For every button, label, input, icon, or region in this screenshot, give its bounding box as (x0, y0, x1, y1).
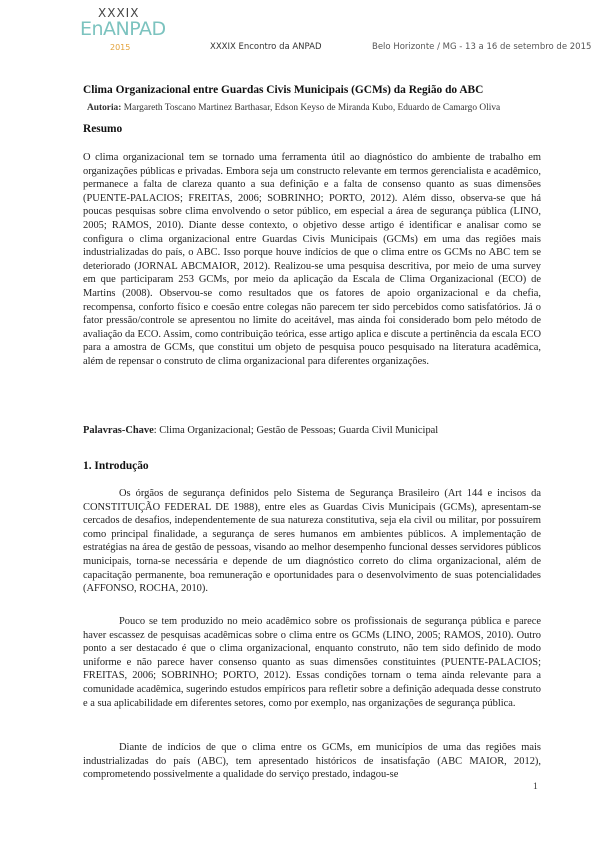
event-name: XXXIX Encontro da ANPAD (210, 42, 322, 52)
event-place-date: Belo Horizonte / MG - 13 a 16 de setembro de 2015 (372, 42, 592, 52)
paper-authors (87, 103, 547, 113)
keywords (83, 424, 541, 438)
authors-list: Margareth Toscano Martinez Barthasar, Edson Keyso de Miranda Kubo, Eduardo de Camargo Oliva (123, 103, 501, 113)
page-number: 1 (533, 782, 538, 792)
abstract-text: O clima organizacional tem se tornado uma ferramenta útil ao diagnóstico do ambiente de trabalho em organizações públicas e privadas. Embora seja um constructo relevante em termos gerencialista e acadêmico, permanece a falta de clareza quanto a sua definição e a falta de consenso quanto as suas dimensões (PUENTE-PALACIOS; FREITAS, 2006; SOBRINHO; PORTO, 2012). Além disso, observa-se que há poucas pesquisas sobre clima envolvendo o setor público, em especial a área de segurança pública (LINO, 2005; RAMOS, 2010). Diante desse contexto, o objetivo desse artigo é identificar e analisar como se configura o clima organizacional entre Guardas Civis Municipais (GCMs) em uma das regiões mais industrializadas do país, o ABC. Isso porque houve indícios de que o clima entre os GCMs no ABC tem se deteriorado (JORNAL ABCMAIOR, 2012). Realizou-se uma pesquisa descritiva, por meio de uma survey em que participaram 253 GCMs, por meio da aplicação da Escala de Clima Organizacional (ECO) de Martins (2008). Observou-se como resultados que os fatores de apoio organizacional e da chefia, recompensa, conforto físico e coesão entre colegas não parecem ter sido percebidos como satisfatórios. Já o fator pressão/controle se apresentou no limite do aceitável, mas ainda foi considerado bom pelo método de avaliação da ECO. Assim, como contribuição teórica, esse artigo aplica e discute a pertinência da escala ECO para a amostra de GCMs, que constitui um objeto de pesquisa pouco pesquisado na literatura acadêmica, além de repensar o construto de clima organizacional para diferentes organizações. (83, 152, 541, 367)
paper-title: Clima Organizacional entre Guardas Civis Municipais (GCMs) da Região do ABC (83, 84, 484, 96)
intro-paragraph-3: Diante de indícios de que o clima entre os GCMs, em municípios de uma das regiões mais industrializadas do país (ABC), tem apresentado históricos de insatisfação (ABC MAIOR, 2012), comprometendo possivelmente a qualidade do serviço prestado, indagou-se (83, 742, 541, 781)
logo-roman-numeral: XXXIX (98, 6, 140, 20)
keywords-list: : Clima Organizacional; Gestão de Pessoas; Guarda Civil Municipal (153, 425, 439, 436)
intro-paragraph-1: Os órgãos de segurança definidos pelo Sistema de Segurança Brasileiro (Art 144 e incisos da CONSTITUIÇÃO FEDERAL DE 1988), entre eles as Guardas Civis Municipais (GCMs), apresentam-se cercados de desafios, independentemente de sua natureza constitutiva, seja ela civil ou militar, por possuírem como principal finalidade, a segurança de seres humanos em ambientes públicos. A implementação de estratégias na área de gestão de pessoas, visando ao melhor desempenho funcional desses servidores públicos municipais, torna-se necessária e depende de um diagnóstico correto do clima organizacional, além de capacitação permanente, boa remuneração e oportunidades para o desenvolvimento de suas potencialidades (AFFONSO, ROCHA, 2010). (83, 488, 541, 595)
logo-year: 2015 (110, 43, 131, 52)
enanpad-logo (80, 6, 166, 60)
authors-label: Autoria: (87, 103, 122, 113)
logo-name: EnANPAD (80, 18, 166, 40)
abstract-heading: Resumo (83, 123, 123, 135)
keywords-label: Palavras-Chave (83, 425, 154, 436)
page-header (0, 0, 595, 64)
intro-paragraph-2: Pouco se tem produzido no meio acadêmico sobre os profissionais de segurança pública e parece haver escassez de pesquisas acadêmicas sobre o clima entre os GCMs (LINO, 2005; RAMOS, 2010). Outro ponto a ser destacado é que o clima organizacional, enquanto construto, não tem sido definido de modo uniforme e não parece haver consenso quanto as suas dimensões constituintes (PUENTE-PALACIOS; FREITAS, 2006; SOBRINHO; PORTO, 2012). Essas condições tornam o tema ainda relevante para a comunidade acadêmica, sugerindo estudos empíricos para refletir sobre a definição adequada desse construto e a sua aplicabilidade em diferentes setores, como por exemplo, nas organizações de segurança pública. (83, 616, 541, 709)
introduction-heading: 1. Introdução (83, 460, 149, 472)
